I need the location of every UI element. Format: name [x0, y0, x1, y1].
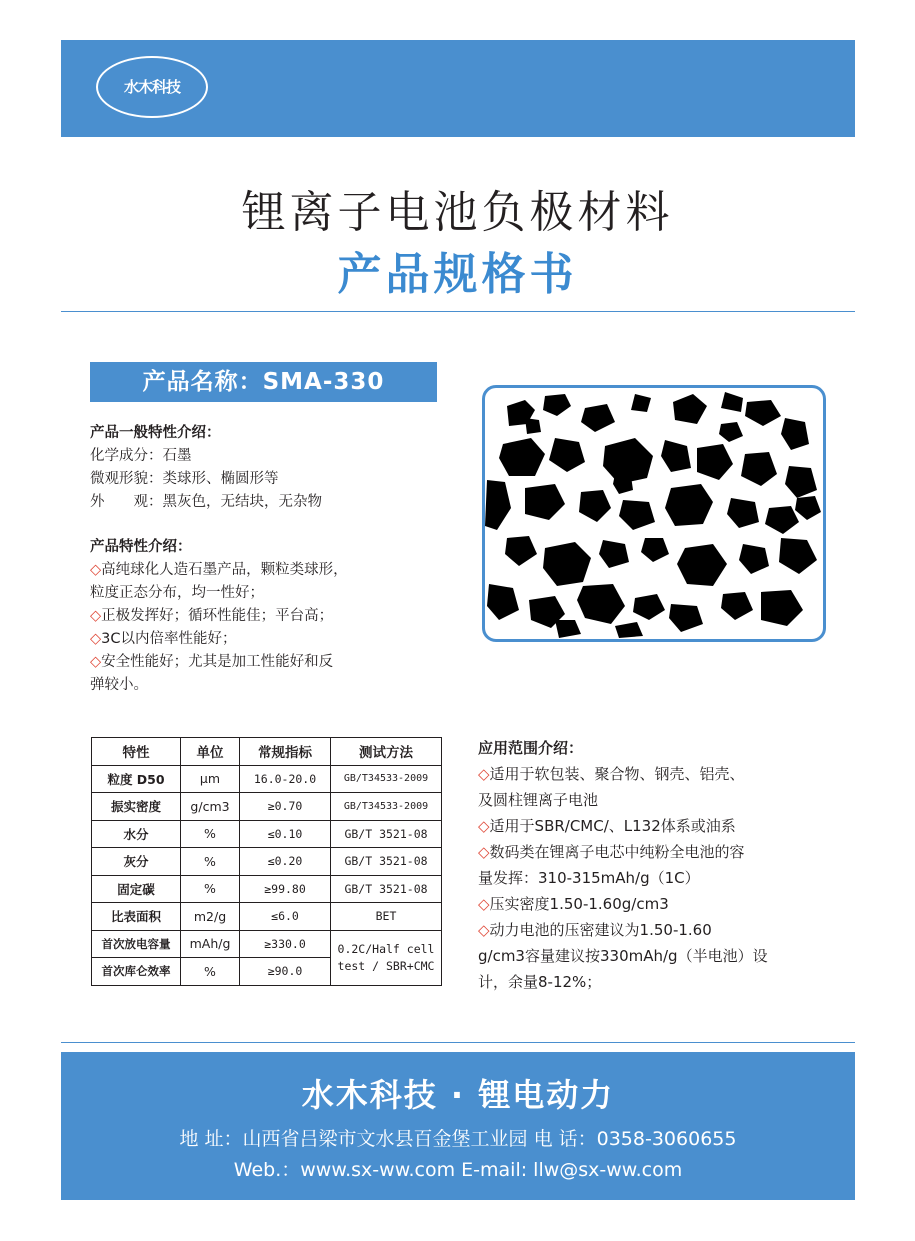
- feature-item: ◇3C以内倍率性能好；: [90, 631, 237, 647]
- table-cell: %: [181, 958, 240, 986]
- divider: [61, 311, 855, 312]
- table-cell: 比表面积: [92, 903, 181, 931]
- diamond-bullet-icon: ◇: [478, 921, 490, 939]
- table-cell: 首次放电容量: [92, 930, 181, 958]
- feature-item: ◇安全性能好；尤其是加工性能好和反: [90, 654, 334, 670]
- brand-logo: [96, 56, 208, 118]
- application-line: ◇动力电池的压密建议为1.50-1.60: [478, 921, 712, 939]
- table-row: [92, 765, 442, 793]
- table-cell: 振实密度: [92, 793, 181, 821]
- application-line: ◇压实密度1.50-1.60g/cm3: [478, 895, 669, 913]
- feature-item: 弹较小。: [90, 677, 148, 693]
- particle-micrograph: [485, 388, 823, 639]
- table-cell: mAh/g: [181, 930, 240, 958]
- general-line: 外 观：黑灰色，无结块，无杂物: [90, 494, 322, 510]
- logo-text: 水木科技: [123, 78, 180, 96]
- diamond-bullet-icon: ◇: [90, 654, 102, 670]
- table-row: [92, 903, 442, 931]
- table-cell: ≥90.0: [240, 958, 331, 986]
- table-row: [92, 848, 442, 876]
- table-row: [92, 930, 442, 958]
- footer-web: Web.：www.sx-ww.com E-mail: llw@sx-ww.com: [233, 1159, 683, 1181]
- table-cell: GB/T 3521-08: [331, 875, 442, 903]
- footer-title: 水木科技 · 锂电动力: [301, 1076, 615, 1114]
- diamond-bullet-icon: ◇: [478, 765, 490, 783]
- table-header-row: [92, 738, 442, 766]
- application-line: 及圆柱锂离子电池: [478, 791, 599, 809]
- table-cell: 首次库仑效率: [92, 958, 181, 986]
- table-cell: GB/T34533-2009: [331, 793, 442, 821]
- application-heading: 应用范围介绍：: [478, 739, 584, 757]
- table-cell: %: [181, 875, 240, 903]
- application-line: 计，余量8-12%；: [478, 973, 602, 991]
- application-scope: [478, 735, 838, 995]
- diamond-bullet-icon: ◇: [90, 562, 102, 578]
- document-title: 锂离子电池负极材料: [241, 187, 674, 238]
- diamond-bullet-icon: ◇: [478, 843, 490, 861]
- product-features: [90, 536, 460, 697]
- general-heading: 产品一般特性介绍：: [90, 425, 221, 441]
- product-name-bar: 产品名称：SMA-330: [90, 362, 437, 402]
- table-cell: m2/g: [181, 903, 240, 931]
- diamond-bullet-icon: ◇: [478, 817, 490, 835]
- table-cell: 粒度 D50: [92, 765, 181, 793]
- table-cell: GB/T 3521-08: [331, 848, 442, 876]
- table-cell: ≥99.80: [240, 875, 331, 903]
- footer-address: 地 址：山西省吕梁市文水县百金堡工业园 电 话：0358-3060655: [179, 1128, 737, 1150]
- table-cell: ≤0.20: [240, 848, 331, 876]
- general-properties: [90, 422, 460, 514]
- table-cell: ≥0.70: [240, 793, 331, 821]
- document-subtitle: 产品规格书: [337, 249, 578, 300]
- table-cell: GB/T34533-2009: [331, 765, 442, 793]
- feature-item: 粒度正态分布，均一性好；: [90, 585, 264, 601]
- spec-table: [91, 737, 442, 986]
- feature-item: ◇正极发挥好；循环性能佳；平台高；: [90, 608, 334, 624]
- table-cell: 灰分: [92, 848, 181, 876]
- table-cell: ≤0.10: [240, 820, 331, 848]
- feature-item: ◇高纯球化人造石墨产品，颗粒类球形，: [90, 562, 348, 578]
- table-cell: 水分: [92, 820, 181, 848]
- table-cell: %: [181, 848, 240, 876]
- divider: [61, 1042, 855, 1043]
- table-header-cell: 常规指标: [240, 738, 331, 766]
- table-cell: 固定碳: [92, 875, 181, 903]
- table-cell: BET: [331, 903, 442, 931]
- features-heading: 产品特性介绍：: [90, 539, 192, 555]
- application-line: g/cm3容量建议按330mAh/g（半电池）设: [478, 947, 768, 965]
- table-row: [92, 875, 442, 903]
- table-cell: GB/T 3521-08: [331, 820, 442, 848]
- table-cell: 0.2C/Half cell test / SBR+CMC: [331, 930, 442, 985]
- application-line: ◇适用于SBR/CMC/、L132体系或油系: [478, 817, 736, 835]
- general-line: 微观形貌：类球形、椭圆形等: [90, 471, 279, 487]
- footer-band: [61, 1052, 855, 1200]
- table-cell: %: [181, 820, 240, 848]
- general-line: 化学成分：石墨: [90, 448, 192, 464]
- application-line: ◇适用于软包装、聚合物、钢壳、铝壳、: [478, 765, 745, 783]
- diamond-bullet-icon: ◇: [90, 608, 102, 624]
- table-row: [92, 793, 442, 821]
- diamond-bullet-icon: ◇: [478, 895, 490, 913]
- application-line: 量发挥：310-315mAh/g（1C）: [478, 869, 700, 887]
- table-header-cell: 测试方法: [331, 738, 442, 766]
- table-header-cell: 特性: [92, 738, 181, 766]
- table-header-cell: 单位: [181, 738, 240, 766]
- table-cell: μm: [181, 765, 240, 793]
- table-cell: g/cm3: [181, 793, 240, 821]
- micrograph-image: [482, 385, 826, 642]
- table-cell: ≤6.0: [240, 903, 331, 931]
- diamond-bullet-icon: ◇: [90, 631, 102, 647]
- table-row: [92, 820, 442, 848]
- application-line: ◇数码类在锂离子电芯中纯粉全电池的容: [478, 843, 745, 861]
- table-cell: ≥330.0: [240, 930, 331, 958]
- table-cell: 16.0-20.0: [240, 765, 331, 793]
